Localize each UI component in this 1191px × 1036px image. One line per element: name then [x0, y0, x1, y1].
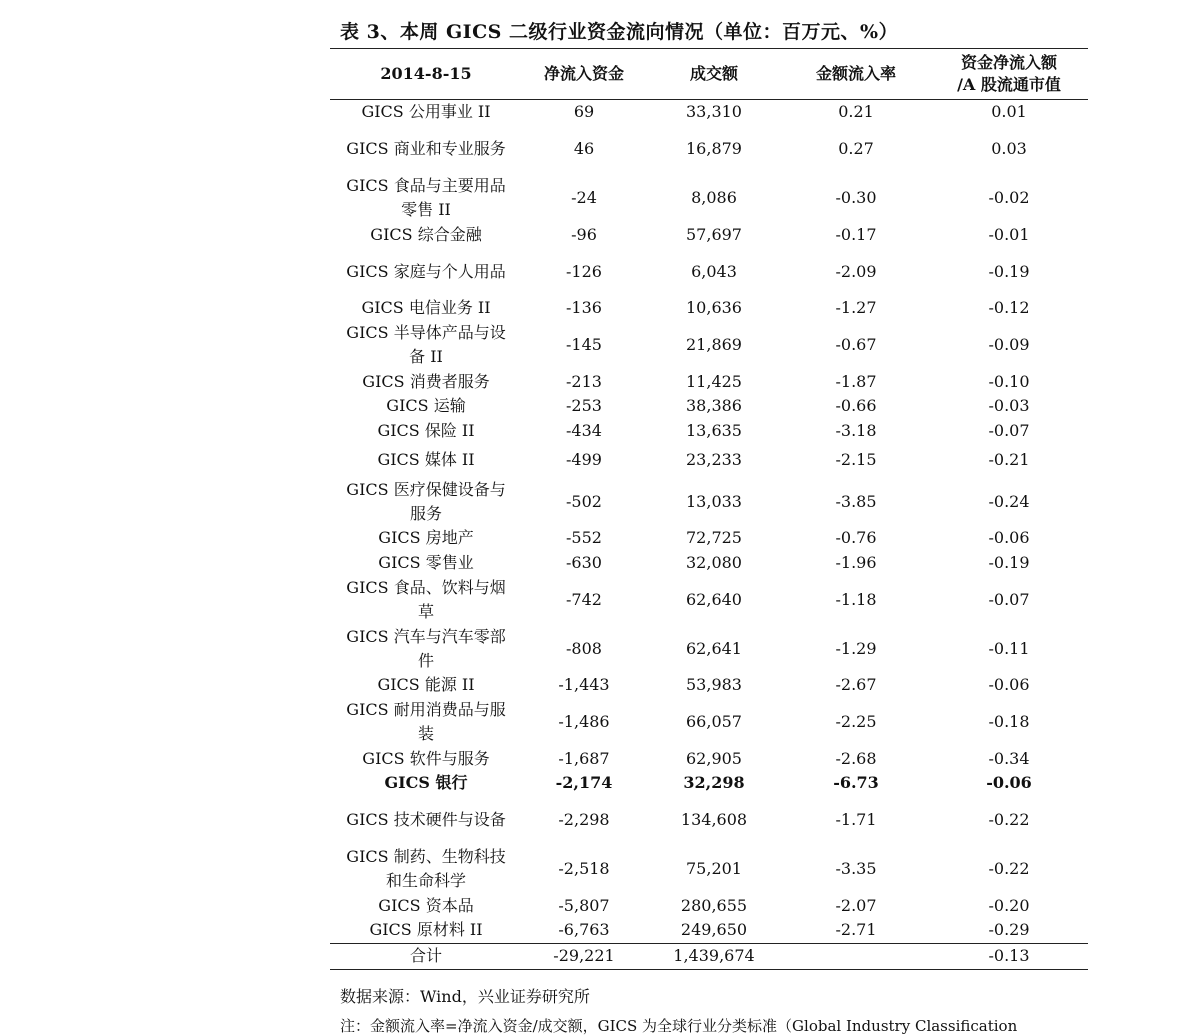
row-rate: -1.27 — [835, 298, 877, 318]
table-row — [330, 477, 1088, 526]
row-turnover: 75,201 — [686, 859, 742, 878]
row-turnover: 72,725 — [686, 528, 742, 548]
row-name: GICS 软件与服务 — [362, 748, 490, 768]
row-ratio: -0.09 — [988, 335, 1030, 354]
table-header-row — [330, 49, 1088, 100]
row-rate: -3.18 — [835, 420, 877, 440]
row-ratio: -0.07 — [988, 420, 1030, 440]
row-net: -2,298 — [558, 810, 610, 829]
table-row — [330, 698, 1088, 747]
table-title: 表 3、本周 GICS 二级行业资金流向情况（单位：百万元、%） — [340, 21, 899, 43]
total-turnover: 1,439,674 — [646, 943, 782, 969]
data-source: 数据来源：Wind，兴业证券研究所 — [340, 987, 590, 1006]
row-ratio: -0.07 — [988, 589, 1030, 609]
row-rate: -0.30 — [835, 188, 877, 207]
row-net: -1,687 — [558, 748, 610, 768]
row-rate: 0.27 — [838, 139, 874, 158]
row-ratio: -0.29 — [988, 920, 1030, 940]
row-rate: 0.21 — [838, 102, 874, 122]
table-row — [330, 894, 1088, 919]
row-turnover: 38,386 — [686, 396, 742, 416]
row-turnover: 62,640 — [686, 589, 742, 609]
row-turnover: 57,697 — [686, 224, 742, 244]
table-row — [330, 100, 1088, 125]
row-rate: -2.07 — [835, 895, 877, 915]
row-net: 46 — [573, 139, 595, 158]
row-name: GICS 食品、饮料与烟草 — [346, 577, 506, 621]
row-rate: -3.35 — [835, 859, 877, 878]
row-ratio: -0.18 — [988, 712, 1030, 731]
row-ratio: -0.34 — [988, 748, 1030, 768]
row-net: -213 — [566, 371, 602, 391]
footnote: 注：金额流入率=净流入资金/成交额，GICS 为全球行业分类标准（Global Industry Classification — [340, 1017, 1018, 1035]
row-turnover: 53,983 — [686, 675, 742, 695]
row-turnover: 23,233 — [686, 450, 742, 469]
row-name: GICS 耐用消费品与服装 — [346, 700, 506, 743]
row-net: 69 — [573, 102, 595, 122]
row-net: -2,174 — [555, 773, 613, 793]
row-name: GICS 房地产 — [378, 528, 474, 548]
row-rate: -1.71 — [835, 810, 877, 829]
row-net: -552 — [566, 528, 602, 548]
row-net: -145 — [566, 335, 602, 354]
table-row — [330, 223, 1088, 248]
header-ratio — [930, 49, 1088, 100]
table-row — [330, 845, 1088, 894]
table-row-highlighted — [330, 771, 1088, 796]
row-turnover: 32,080 — [686, 552, 742, 572]
row-turnover: 62,641 — [686, 638, 742, 658]
row-turnover: 6,043 — [691, 261, 737, 281]
row-turnover: 13,033 — [686, 491, 742, 511]
row-name: GICS 电信业务 II — [361, 298, 491, 318]
row-rate: -0.67 — [835, 335, 877, 354]
row-rate: -2.71 — [835, 920, 877, 940]
row-net: -24 — [571, 188, 597, 207]
row-ratio: -0.02 — [988, 188, 1030, 207]
row-ratio: -0.20 — [988, 895, 1030, 915]
row-ratio: -0.21 — [988, 450, 1030, 469]
row-net: -808 — [566, 638, 602, 658]
row-name: GICS 半导体产品与设备 II — [346, 323, 506, 366]
row-ratio: 0.03 — [991, 139, 1027, 158]
header-ratio-line2: /A 股流通市值 — [957, 75, 1061, 94]
row-rate: -2.67 — [835, 675, 877, 695]
row-name: GICS 综合金融 — [370, 224, 482, 244]
row-name: GICS 媒体 II — [377, 450, 475, 469]
row-rate: -2.09 — [835, 261, 877, 281]
header-inflow-rate: 金额流入率 — [782, 49, 930, 100]
table-row — [330, 624, 1088, 673]
row-ratio: -0.11 — [988, 638, 1030, 658]
header-turnover: 成交额 — [646, 49, 782, 100]
row-turnover: 66,057 — [686, 712, 742, 731]
row-turnover: 32,298 — [683, 773, 745, 793]
row-turnover: 33,310 — [686, 102, 742, 122]
row-ratio: -0.22 — [988, 810, 1030, 829]
row-turnover: 16,879 — [686, 139, 742, 158]
row-rate: -6.73 — [833, 773, 879, 793]
row-rate: -1.87 — [835, 371, 877, 391]
row-name: GICS 汽车与汽车零部件 — [346, 626, 506, 670]
row-turnover: 11,425 — [686, 371, 742, 391]
row-turnover: 134,608 — [680, 810, 748, 829]
table-row — [330, 321, 1088, 370]
row-turnover: 280,655 — [680, 895, 748, 915]
row-rate: -1.96 — [835, 552, 877, 572]
row-turnover: 8,086 — [691, 188, 737, 207]
row-net: -2,518 — [558, 859, 610, 878]
row-rate: -0.17 — [835, 224, 877, 244]
table-row — [330, 125, 1088, 174]
row-net: -253 — [566, 396, 602, 416]
header-ratio-line1: 资金净流入额 — [960, 53, 1057, 72]
table-row — [330, 575, 1088, 624]
row-name: GICS 零售业 — [378, 552, 474, 572]
total-net: -29,221 — [522, 943, 646, 969]
row-net: -499 — [566, 450, 602, 469]
row-name: GICS 制药、生物科技和生命科学 — [346, 847, 506, 890]
row-ratio: 0.01 — [991, 102, 1027, 122]
row-ratio: -0.06 — [986, 773, 1032, 793]
table-row — [330, 747, 1088, 772]
row-name: GICS 公用事业 II — [361, 102, 491, 122]
row-name: GICS 家庭与个人用品 — [346, 261, 506, 281]
total-ratio: -0.13 — [930, 943, 1088, 969]
table-row — [330, 370, 1088, 395]
row-name: GICS 保险 II — [377, 420, 475, 440]
row-ratio: -0.19 — [988, 552, 1030, 572]
row-net: -1,443 — [558, 675, 610, 695]
table-row — [330, 918, 1088, 943]
row-rate: -2.15 — [835, 450, 877, 469]
row-turnover: 21,869 — [686, 335, 742, 354]
total-name: 合计 — [330, 943, 522, 969]
row-net: -5,807 — [558, 895, 610, 915]
row-name: GICS 消费者服务 — [362, 371, 490, 391]
table-row — [330, 394, 1088, 419]
row-net: -96 — [571, 224, 597, 244]
row-name: GICS 医疗保健设备与服务 — [346, 479, 506, 523]
row-ratio: -0.03 — [988, 396, 1030, 416]
row-name: GICS 技术硬件与设备 — [346, 810, 506, 829]
header-date: 2014-8-15 — [330, 49, 522, 100]
row-name: GICS 商业和专业服务 — [346, 139, 506, 158]
row-turnover: 62,905 — [686, 748, 742, 768]
row-rate: -0.76 — [835, 528, 877, 548]
row-turnover: 10,636 — [686, 298, 742, 318]
row-name: GICS 原材料 II — [369, 920, 483, 940]
header-net-inflow: 净流入资金 — [522, 49, 646, 100]
row-ratio: -0.01 — [988, 224, 1030, 244]
row-rate: -2.25 — [835, 712, 877, 731]
row-net: -630 — [566, 552, 602, 572]
table-row — [330, 174, 1088, 223]
table-row — [330, 419, 1088, 444]
row-rate: -1.18 — [835, 589, 877, 609]
total-rate — [782, 943, 930, 969]
row-net: -1,486 — [558, 712, 610, 731]
row-ratio: -0.12 — [988, 298, 1030, 318]
table-row — [330, 296, 1088, 321]
row-net: -434 — [566, 420, 602, 440]
row-ratio: -0.19 — [988, 261, 1030, 281]
row-rate: -1.29 — [835, 638, 877, 658]
table-row — [330, 247, 1088, 296]
fund-flow-table — [330, 48, 1088, 970]
row-net: -136 — [566, 298, 602, 318]
table-row — [330, 551, 1088, 576]
row-net: -742 — [566, 589, 602, 609]
table-row — [330, 526, 1088, 551]
row-name: GICS 资本品 — [378, 895, 474, 915]
row-rate: -3.85 — [835, 491, 877, 511]
row-name: GICS 银行 — [384, 773, 468, 793]
table-row — [330, 673, 1088, 698]
row-net: -126 — [566, 261, 602, 281]
row-name: GICS 能源 II — [377, 675, 475, 695]
row-name: GICS 食品与主要用品零售 II — [346, 176, 506, 219]
table-row — [330, 796, 1088, 845]
row-ratio: -0.22 — [988, 859, 1030, 878]
row-turnover: 13,635 — [686, 420, 742, 440]
row-net: -502 — [566, 491, 602, 511]
row-net: -6,763 — [558, 920, 610, 940]
row-ratio: -0.10 — [988, 371, 1030, 391]
table-total-row — [330, 943, 1088, 969]
row-ratio: -0.06 — [988, 528, 1030, 548]
row-ratio: -0.24 — [988, 491, 1030, 511]
row-rate: -0.66 — [835, 396, 877, 416]
row-ratio: -0.06 — [988, 675, 1030, 695]
table-row — [330, 443, 1088, 477]
row-name: GICS 运输 — [386, 396, 466, 416]
row-turnover: 249,650 — [680, 920, 748, 940]
row-rate: -2.68 — [835, 748, 877, 768]
